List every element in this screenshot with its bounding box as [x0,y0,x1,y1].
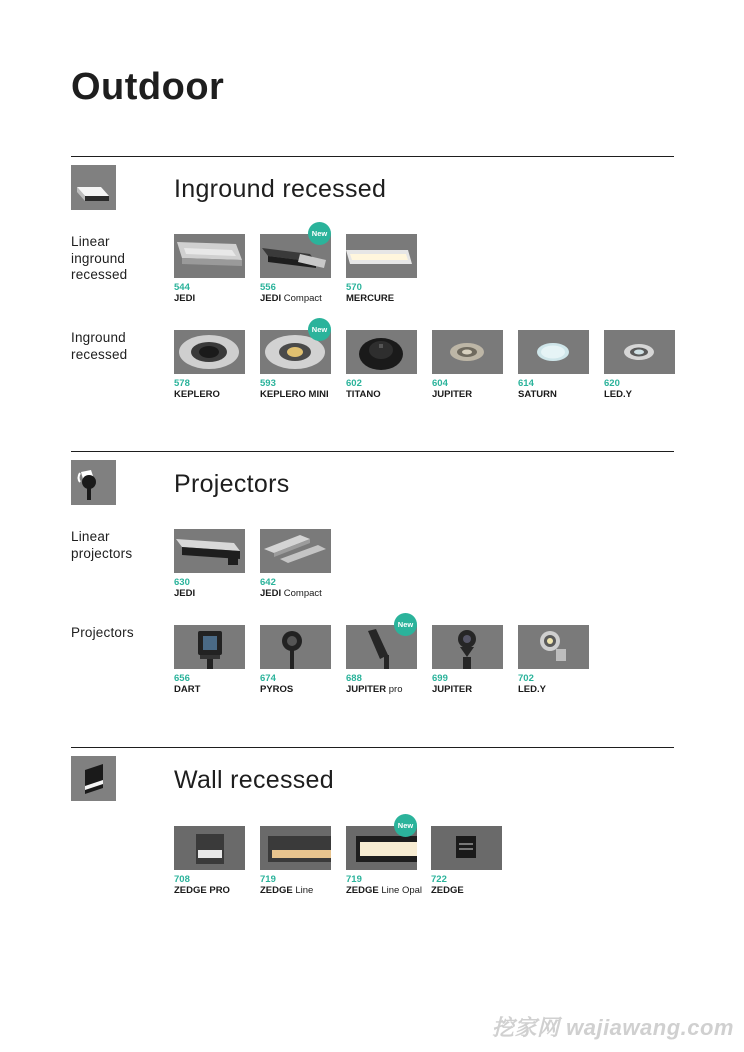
product-card[interactable] [346,330,424,400]
product-name: SATURN [518,389,557,400]
section-title: Inground recessed [174,175,387,203]
product-card[interactable] [518,330,596,400]
product-card[interactable] [431,826,509,896]
product-name: JEDI Compact [260,588,322,599]
product-name: JUPITER pro [346,684,403,695]
spotlight-icon [71,460,116,505]
group-linear-inground [71,229,674,314]
product-name: KEPLERO MINI [260,389,329,400]
product-code: 544 [174,282,190,293]
group-wall-recessed [71,821,674,906]
product-code: 674 [260,673,276,684]
product-code: 699 [432,673,448,684]
section-title: Projectors [174,470,290,498]
group-label: Inground recessed [71,330,128,362]
section-projectors [71,451,674,701]
new-badge: New [308,318,331,341]
product-code: 719 [260,874,276,885]
product-name: JUPITER [432,684,473,695]
section-divider [71,747,674,748]
product-name: TITANO [346,389,381,400]
product-card[interactable] [518,625,596,695]
product-card[interactable] [432,625,510,695]
product-card[interactable] [346,821,424,896]
product-name: JEDI Compact [260,293,322,304]
group-inground-recessed [71,325,674,410]
new-badge: New [394,814,417,837]
product-code: 593 [260,378,276,389]
section-wall-recessed [71,747,674,907]
new-badge: New [394,613,417,636]
product-image [432,330,503,374]
product-code: 578 [174,378,190,389]
product-image [174,625,245,669]
product-name: LED.Y [604,389,632,400]
product-card[interactable] [174,330,252,400]
section-inground-recessed [71,156,674,406]
product-name: DART [174,684,201,695]
product-image [518,330,589,374]
section-title: Wall recessed [174,766,334,794]
product-image [346,330,417,374]
product-image [604,330,675,374]
product-image [432,625,503,669]
section-divider [71,156,674,157]
product-code: 722 [431,874,447,885]
product-name: JEDI [174,588,196,599]
product-image [174,330,245,374]
product-card[interactable] [260,826,338,896]
product-code: 630 [174,577,190,588]
product-card[interactable] [260,625,338,695]
product-name: ZEDGE Line Opal [346,885,423,896]
product-image [174,234,245,278]
product-code: 708 [174,874,190,885]
product-code: 556 [260,282,276,293]
product-name: ZEDGE [431,885,464,896]
product-name: JUPITER [432,389,473,400]
inground-light-icon [71,165,116,210]
product-image [174,826,245,870]
product-code: 702 [518,673,534,684]
product-image [431,826,502,870]
product-code: 688 [346,673,362,684]
product-card[interactable] [174,826,252,896]
product-card[interactable] [346,620,424,695]
product-image [260,625,331,669]
product-card[interactable] [174,234,252,304]
group-linear-projectors [71,529,674,609]
product-name: MERCURE [346,293,395,304]
product-name: JEDI [174,293,196,304]
group-label: Projectors [71,625,134,640]
group-projectors [71,620,674,705]
product-name: PYROS [260,684,294,695]
product-image [518,625,589,669]
product-card[interactable] [174,529,252,599]
product-code: 570 [346,282,362,293]
product-name: KEPLERO [174,389,220,400]
product-card[interactable] [432,330,510,400]
product-card[interactable] [260,529,338,599]
product-card[interactable] [346,234,424,304]
watermark: 挖家网 wajiawang.com [492,1015,734,1040]
page-title: Outdoor [71,66,225,108]
product-card[interactable] [260,325,338,400]
product-name: LED.Y [518,684,546,695]
product-name: ZEDGE PRO [174,885,230,896]
product-card[interactable] [174,625,252,695]
wall-light-icon [71,756,116,801]
new-badge: New [308,222,331,245]
product-code: 604 [432,378,448,389]
group-label: Linear projectors [71,529,133,561]
product-card[interactable] [604,330,682,400]
product-code: 602 [346,378,362,389]
product-code: 620 [604,378,620,389]
product-image [260,529,331,573]
product-code: 614 [518,378,534,389]
section-divider [71,451,674,452]
group-label: Linear inground recessed [71,234,128,282]
product-image [174,529,245,573]
product-name: ZEDGE Line [260,885,314,896]
product-card[interactable] [260,229,338,304]
product-image [346,234,417,278]
product-image [260,826,331,870]
product-code: 656 [174,673,190,684]
product-code: 719 [346,874,362,885]
product-code: 642 [260,577,276,588]
